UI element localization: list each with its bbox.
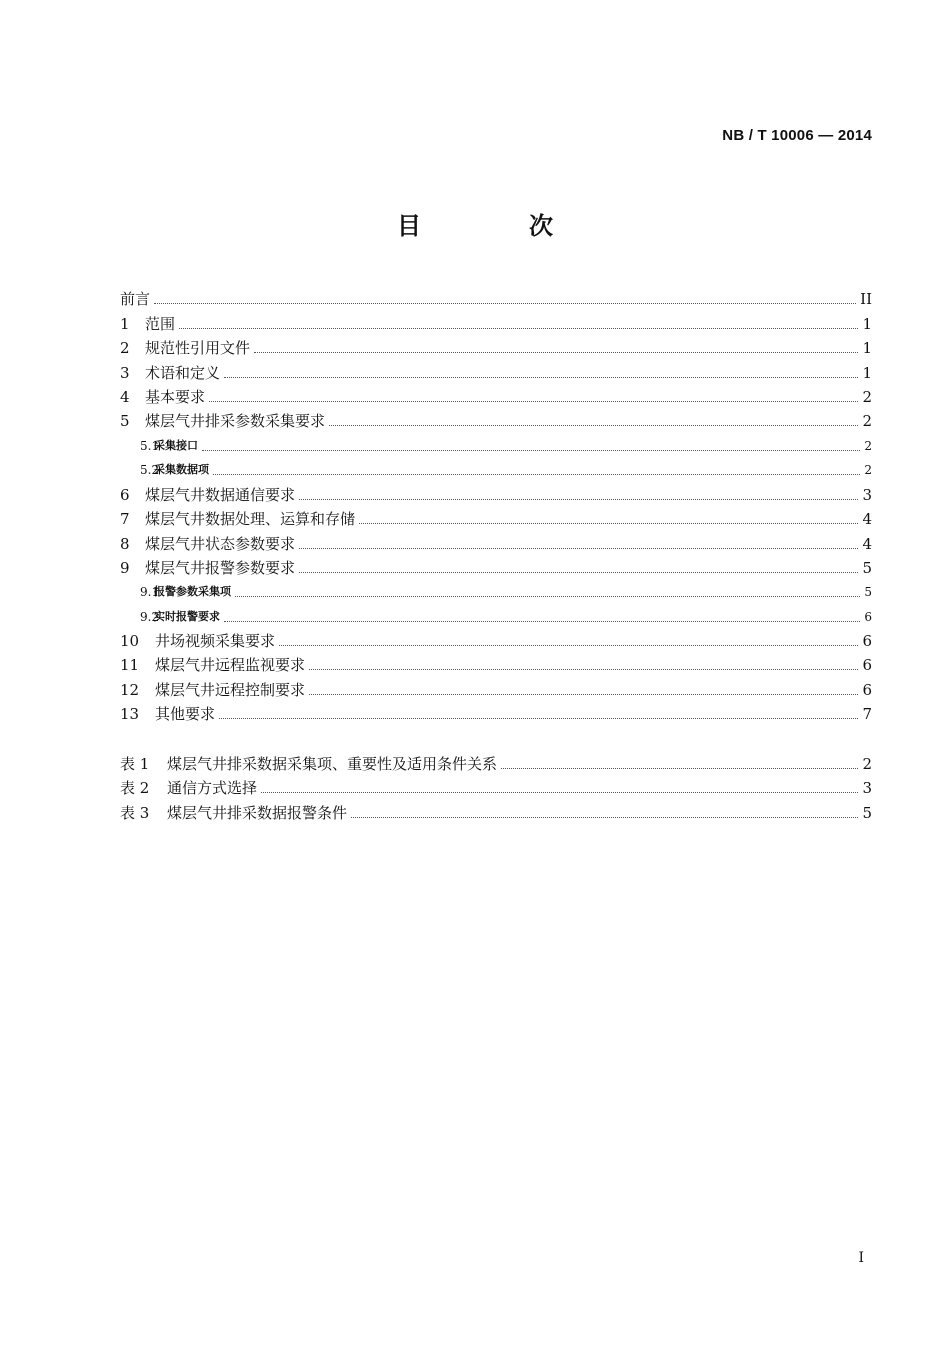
toc-entry-number: 11 bbox=[120, 656, 140, 674]
toc-entry[interactable] bbox=[120, 508, 872, 530]
table-list-number: 表 2 bbox=[120, 779, 150, 797]
table-list-page: 2 bbox=[862, 755, 872, 773]
toc-entry[interactable] bbox=[120, 386, 872, 408]
toc-entry-label: 实时报警要求 bbox=[154, 610, 220, 623]
toc-entry[interactable] bbox=[120, 606, 872, 628]
toc-entry[interactable] bbox=[120, 410, 872, 432]
table-list-entry[interactable] bbox=[120, 753, 872, 775]
toc-entry[interactable] bbox=[120, 557, 872, 579]
toc-entry-label: 煤层气井数据通信要求 bbox=[145, 486, 296, 504]
toc-entry-number: 12 bbox=[120, 681, 140, 699]
toc-entry-label: 报警参数采集项 bbox=[154, 585, 231, 598]
toc-entry[interactable] bbox=[120, 313, 872, 335]
toc-entry-label: 井场视频采集要求 bbox=[155, 632, 276, 650]
leader-dots bbox=[261, 791, 858, 793]
toc-entry[interactable] bbox=[120, 630, 872, 652]
table-list-label: 煤层气井排采数据采集项、重要性及适用条件关系 bbox=[167, 755, 498, 773]
toc-entry-number: 5.2 bbox=[140, 463, 160, 477]
toc-entry-label: 煤层气井排采参数采集要求 bbox=[145, 412, 326, 430]
toc-entry-number: 4 bbox=[120, 388, 130, 406]
table-list-entry[interactable] bbox=[120, 802, 872, 824]
toc-entry[interactable] bbox=[120, 679, 872, 701]
toc-entry-label: 煤层气井状态参数要求 bbox=[145, 535, 296, 553]
page-title: 目 次 bbox=[397, 212, 595, 240]
toc-entry[interactable] bbox=[120, 484, 872, 506]
leader-dots bbox=[235, 595, 860, 597]
table-list-entry[interactable] bbox=[120, 777, 872, 799]
toc-entry-number: 8 bbox=[120, 535, 130, 553]
toc-entry-page: II bbox=[860, 290, 872, 308]
leader-dots bbox=[224, 620, 860, 622]
toc-entry-number: 2 bbox=[120, 339, 130, 357]
toc-entry[interactable] bbox=[120, 362, 872, 384]
leader-dots bbox=[309, 668, 858, 670]
toc-entry[interactable] bbox=[120, 459, 872, 481]
toc-entry-page: 1 bbox=[862, 315, 872, 333]
toc-entry-number: 9 bbox=[120, 559, 130, 577]
toc-entry-page: 7 bbox=[862, 705, 872, 723]
leader-dots bbox=[351, 816, 858, 818]
toc-entry-label: 采集接口 bbox=[154, 439, 198, 452]
toc-entry-page: 4 bbox=[862, 510, 872, 528]
leader-dots bbox=[154, 302, 856, 304]
leader-dots bbox=[299, 547, 858, 549]
toc-entry-label: 采集数据项 bbox=[154, 463, 209, 476]
leader-dots bbox=[213, 473, 860, 475]
toc-entry-page: 6 bbox=[862, 632, 872, 650]
toc-entry-number: 5 bbox=[120, 412, 130, 430]
toc-entry-number: 9.1 bbox=[140, 585, 160, 599]
toc-entry-page: 4 bbox=[862, 535, 872, 553]
toc-entry-page: 1 bbox=[862, 364, 872, 382]
leader-dots bbox=[299, 571, 858, 573]
toc-entry-page: 6 bbox=[862, 681, 872, 699]
document-code: NB / T 10006 — 2014 bbox=[722, 127, 872, 144]
toc-entry-label: 范围 bbox=[145, 315, 176, 333]
toc-entry-page: 6 bbox=[864, 610, 872, 624]
toc-entry[interactable] bbox=[120, 654, 872, 676]
table-list-label: 煤层气井排采数据报警条件 bbox=[167, 804, 348, 822]
toc-entry-number: 9.2 bbox=[140, 610, 160, 624]
toc-entry-page: 6 bbox=[862, 656, 872, 674]
toc-entry[interactable] bbox=[120, 533, 872, 555]
toc-entry-number: 10 bbox=[120, 632, 140, 650]
toc-entry-label: 煤层气井报警参数要求 bbox=[145, 559, 296, 577]
toc-entry-number: 5.1 bbox=[140, 439, 160, 453]
toc-entry[interactable] bbox=[120, 581, 872, 603]
toc-entry-label: 煤层气井数据处理、运算和存储 bbox=[145, 510, 356, 528]
toc-entry-label: 术语和定义 bbox=[145, 364, 221, 382]
toc-entry[interactable] bbox=[120, 337, 872, 359]
toc-entry-page: 2 bbox=[864, 463, 872, 477]
toc-entry-page: 5 bbox=[864, 585, 872, 599]
leader-dots bbox=[309, 693, 858, 695]
toc-entry-label: 其他要求 bbox=[155, 705, 216, 723]
toc-entry-number: 7 bbox=[120, 510, 130, 528]
toc-entry-label: 前言 bbox=[120, 290, 151, 308]
toc-entry-label: 基本要求 bbox=[145, 388, 206, 406]
table-list-number: 表 1 bbox=[120, 755, 150, 773]
leader-dots bbox=[209, 400, 858, 402]
leader-dots bbox=[219, 717, 858, 719]
toc-entry-page: 3 bbox=[862, 486, 872, 504]
page-number: I bbox=[858, 1250, 864, 1266]
toc-entry-label: 煤层气井远程监视要求 bbox=[155, 656, 306, 674]
leader-dots bbox=[279, 644, 858, 646]
toc-entry-number: 6 bbox=[120, 486, 130, 504]
leader-dots bbox=[254, 351, 858, 353]
toc-entry[interactable] bbox=[120, 703, 872, 725]
toc-entry-page: 2 bbox=[862, 412, 872, 430]
table-list-label: 通信方式选择 bbox=[167, 779, 258, 797]
toc-entry-number: 13 bbox=[120, 705, 140, 723]
leader-dots bbox=[179, 327, 858, 329]
table-list-number: 表 3 bbox=[120, 804, 150, 822]
toc-entry-page: 5 bbox=[862, 559, 872, 577]
leader-dots bbox=[501, 767, 858, 769]
toc-entry[interactable] bbox=[120, 435, 872, 457]
toc-entry-label: 规范性引用文件 bbox=[145, 339, 251, 357]
leader-dots bbox=[359, 522, 858, 524]
leader-dots bbox=[224, 376, 858, 378]
toc-entry-page: 1 bbox=[862, 339, 872, 357]
table-list-page: 5 bbox=[862, 804, 872, 822]
leader-dots bbox=[329, 424, 858, 426]
toc-entry-number: 1 bbox=[120, 315, 130, 333]
toc-entry-number: 3 bbox=[120, 364, 130, 382]
table-list-page: 3 bbox=[862, 779, 872, 797]
toc-entry-page: 2 bbox=[864, 439, 872, 453]
toc-entry[interactable] bbox=[120, 288, 872, 310]
toc-entry-label: 煤层气井远程控制要求 bbox=[155, 681, 306, 699]
leader-dots bbox=[202, 449, 860, 451]
leader-dots bbox=[299, 498, 858, 500]
toc-entry-page: 2 bbox=[862, 388, 872, 406]
